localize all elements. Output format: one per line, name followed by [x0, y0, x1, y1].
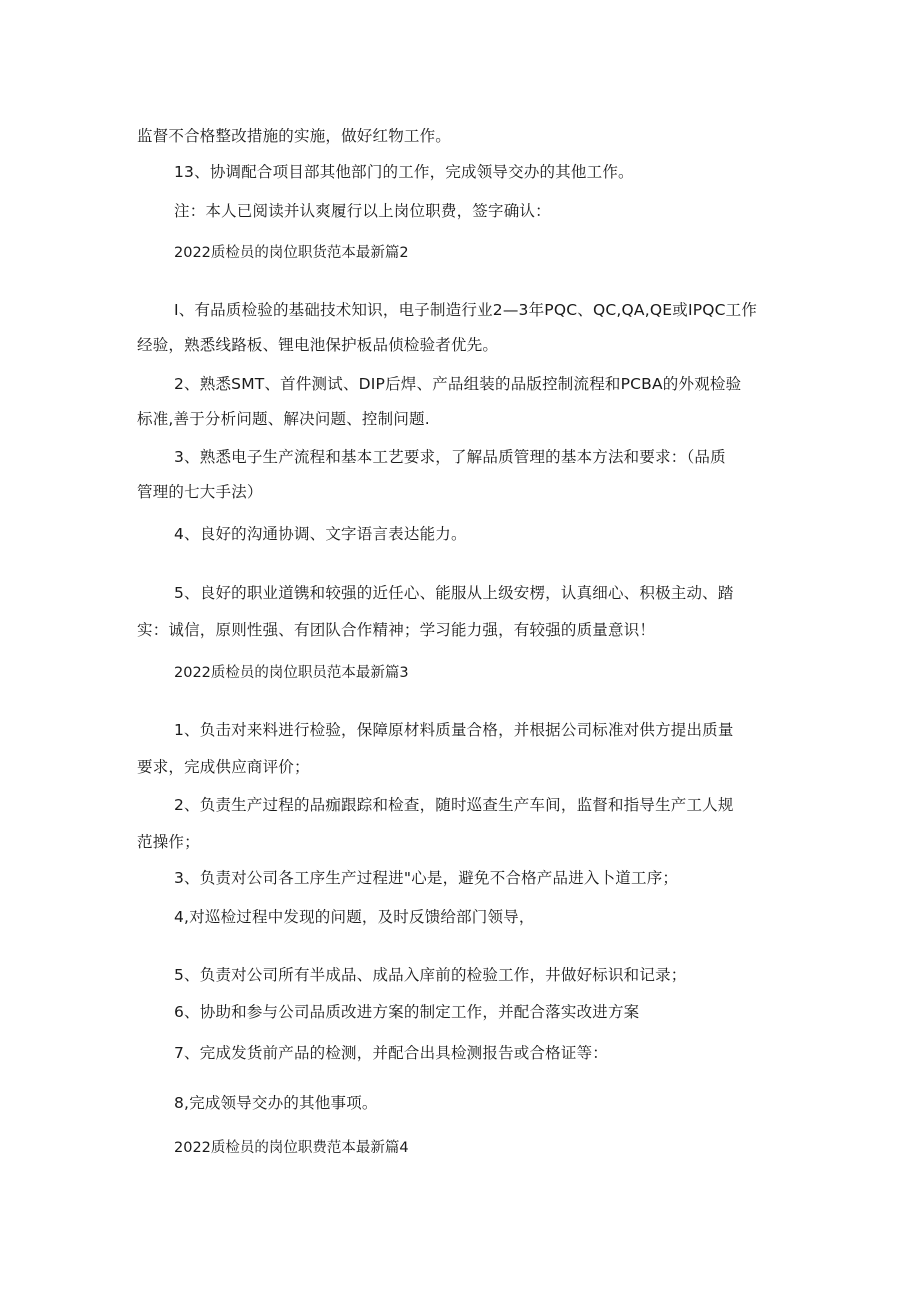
list-item: 6、协助和参与公司品质改进方案的制定工作，并配合落实改进方案	[174, 1003, 640, 1021]
section-heading-4: 2022质检员的岗位职费范本最新篇4	[174, 1140, 409, 1156]
list-item: 4、良好的沟通协调、文字语言表达能力。	[174, 525, 467, 543]
list-item-continuation: 要求，完成供应商评价；	[137, 758, 310, 776]
list-item: 7、完成发货前产品的检测，并配合出具检测报告或合格证等：	[174, 1044, 608, 1062]
list-item: 2、熟悉SMT、首件测试、DIP后焊、产品组装的品版控制流程和PCBA的外观检验	[174, 375, 742, 393]
section-heading-3: 2022质检员的岗位职员范本最新篇3	[174, 665, 409, 681]
signature-note: 注：本人已阅读并认爽履行以上岗位职费，签字确认：	[174, 202, 551, 220]
section-heading-2: 2022质检员的岗位职货范本最新篇2	[174, 245, 409, 261]
list-item-continuation: 实：诚信，原则性强、有团队合作精神；学习能力强，有较强的质量意识！	[137, 621, 656, 639]
list-item-13: 13、协调配合项目部其他部门的工作，完成领导交办的其他工作。	[174, 163, 634, 181]
list-item-continuation: 经验，熟悉线路板、锂电池保护板品侦检验者优先。	[137, 336, 499, 354]
list-item-continuation: 范操作；	[137, 833, 200, 851]
list-item: 8,完成领导交办的其他事项。	[174, 1094, 378, 1112]
list-item-continuation: 标准,善于分析问题、解决问题、控制问题.	[137, 410, 430, 428]
list-item: 5、良好的职业道镌和较强的近任心、能服从上级安楞，认真细心、积极主动、踏	[174, 584, 734, 602]
list-item: 1、负击对来料进行检验，保障原材料质量合格，并根据公司标准对供方提出质量	[174, 721, 734, 739]
list-item: 2、负责生产过程的品痂跟踪和检查，随时巡查生产车间，监督和指导生产工人规	[174, 796, 734, 814]
paragraph-continuation: 监督不合格整改措施的实施，做好红物工作。	[137, 127, 452, 145]
list-item: 3、负责对公司各工序生产过程进"心是，避免不合格产品进入卜道工序；	[174, 869, 679, 887]
list-item: 3、熟悉电子生产流程和基本工艺要求，了解品质管理的基本方法和要求：（品质	[174, 448, 726, 466]
list-item: 4,对巡检过程中发现的问题，及时反馈给部门领导，	[174, 908, 535, 926]
list-item: I、有品质检验的基础技术知识，电子制造行业2—3年PQC、QC,QA,QE或IPQC工作	[174, 301, 758, 319]
list-item-continuation: 管理的七大手法）	[137, 483, 263, 501]
list-item: 5、负责对公司所有半成品、成品入庠前的检验工作，井做好标识和记录；	[174, 966, 687, 984]
